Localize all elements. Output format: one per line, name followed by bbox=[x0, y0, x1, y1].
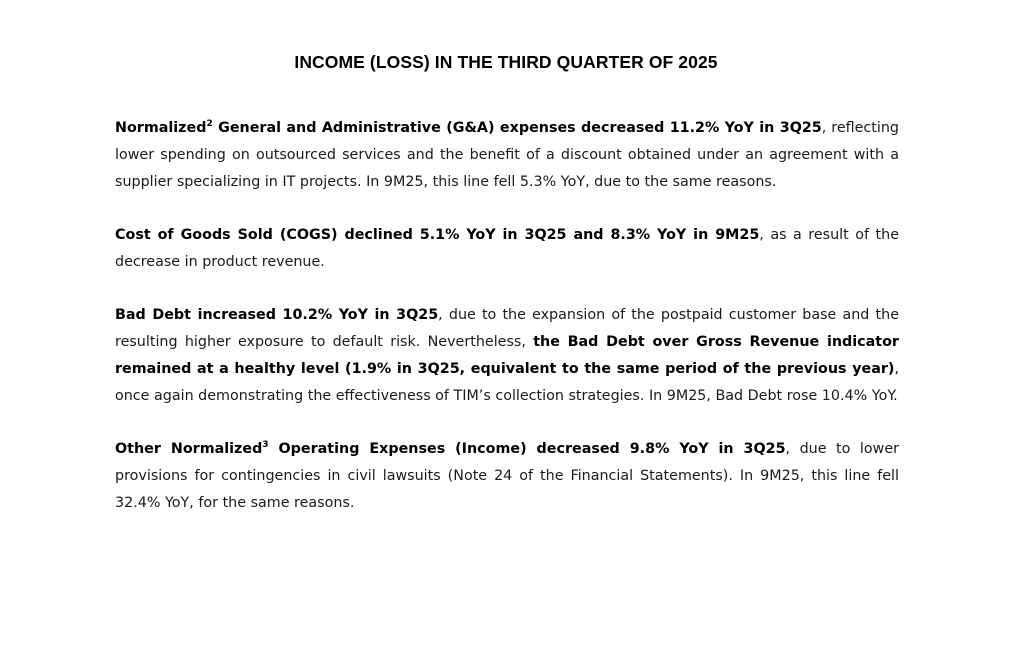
text-run: , due to the expansion of the postpaid customer base and the resulting higher exposure to default risk. Nevertheless, bbox=[115, 307, 899, 350]
text-run: , reflecting lower spending on outsourced services and the benefit of a discount obtained under an agreement with a supplier specializing in IT projects. In 9M25, this line fell 5.3% YoY, due to the same reasons. bbox=[115, 120, 900, 190]
paragraph-ga-expenses bbox=[115, 115, 899, 195]
text-run: Cost of Goods Sold (COGS) declined 5.1% YoY in 3Q25 and 8.3% YoY in 9M25 bbox=[115, 226, 760, 243]
footnote-marker: 3 bbox=[262, 440, 269, 451]
text-run: General and Administrative (G&A) expenses decreased 11.2% YoY in 3Q25 bbox=[212, 120, 822, 136]
text-run: the Bad Debt over Gross Revenue indicator remained at a healthy level (1.9% in 3Q25, equivalent to the same period of the previous year) bbox=[115, 333, 899, 377]
document-title: INCOME (LOSS) IN THE THIRD QUARTER OF 2025 bbox=[294, 52, 718, 72]
footnote-marker: 2 bbox=[206, 119, 213, 130]
text-run: Operating Expenses (Income) decreased 9.8% YoY in 3Q25 bbox=[268, 440, 786, 457]
paragraph-cogs bbox=[115, 222, 899, 276]
text-run: , due to lower provisions for contingencies in civil lawsuits (Note 24 of the Financial Statements). In 9M25, this line fell 32.4% YoY, for the same reasons. bbox=[115, 440, 899, 511]
paragraph-other-opex bbox=[115, 436, 899, 516]
text-run: Bad Debt increased 10.2% YoY in 3Q25 bbox=[115, 307, 439, 324]
paragraph-bad-debt bbox=[115, 302, 899, 409]
text-run: , as a result of the decrease in product revenue. bbox=[115, 226, 899, 270]
text-run: , once again demonstrating the effectiveness of TIM’s collection strategies. In 9M25, Bad Debt rose 10.4% YoY. bbox=[115, 360, 899, 404]
text-run: Normalized bbox=[115, 120, 207, 136]
document-body bbox=[115, 115, 899, 516]
text-run: Other Normalized bbox=[115, 440, 263, 457]
